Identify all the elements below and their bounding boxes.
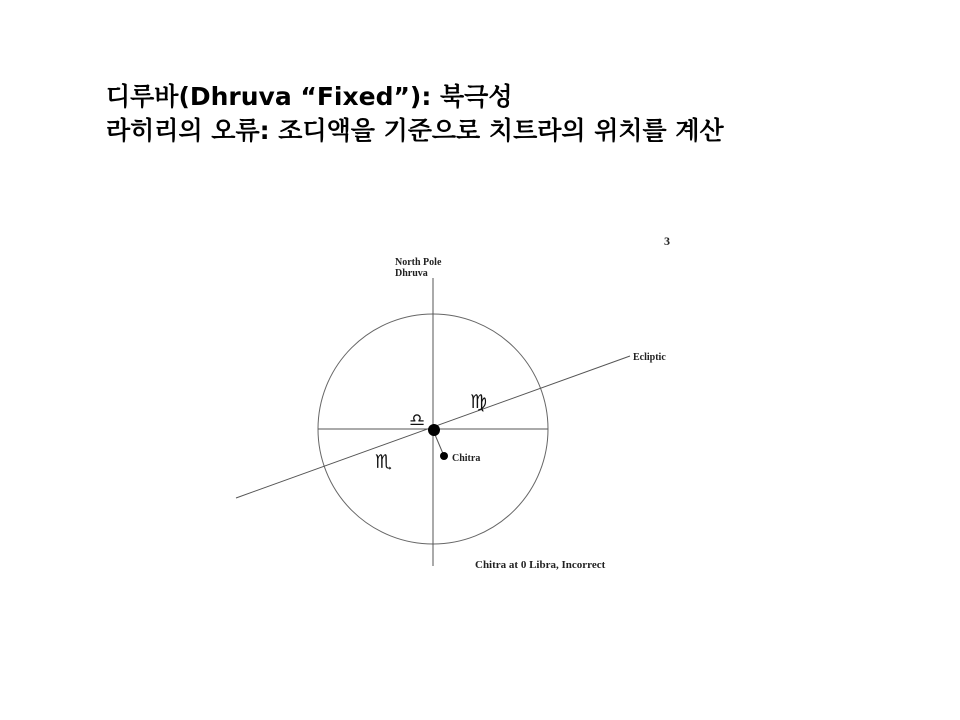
scorpio-sign-icon: ♏ [375,451,393,473]
chitra-star-dot [440,452,448,460]
title-line-1: 디루바(Dhruva “Fixed”): 북극성 [106,82,513,111]
title-line-2: 라히리의 오류: 조디액을 기준으로 치트라의 위치를 계산 [106,116,724,145]
chitra-label: Chitra [452,453,481,464]
libra-sign-icon: ♎ [409,410,426,431]
dhruva-label: Dhruva [395,268,428,279]
virgo-sign-icon: ♍ [470,391,488,413]
ecliptic-label: Ecliptic [633,352,666,363]
north-pole-label: North Pole [395,257,442,268]
page-number: 3 [664,234,670,248]
diagram-caption: Chitra at 0 Libra, Incorrect [475,559,606,571]
center-point [428,424,440,436]
